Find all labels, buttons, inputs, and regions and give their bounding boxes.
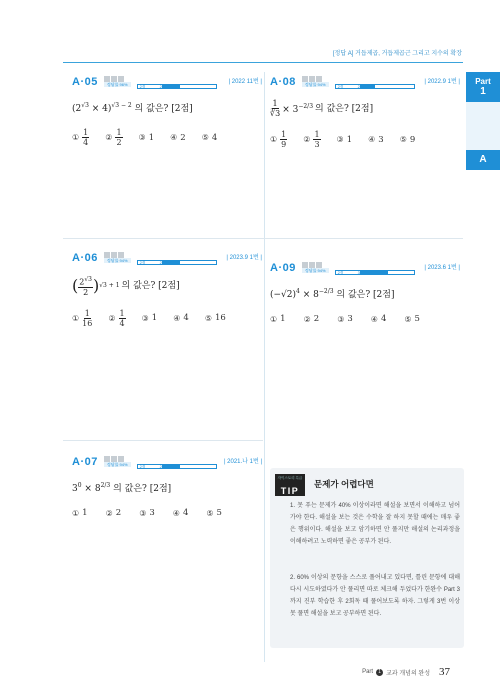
fraction-denominator: 3: [314, 140, 320, 149]
question-text: [270, 99, 460, 118]
header-rule: [63, 62, 463, 63]
choice-option: [173, 309, 189, 328]
choice-value: 4: [211, 132, 218, 143]
choice-value: 2: [313, 314, 320, 324]
problem-id: A·08: [270, 76, 296, 88]
choice-fraction: [119, 309, 126, 328]
difficulty-bar: [137, 464, 217, 469]
choice-value: 5: [414, 314, 420, 324]
tip-badge: [275, 474, 305, 496]
choice-value: 3: [378, 134, 384, 145]
choice-option: [72, 128, 89, 147]
part-tab-number: 1: [480, 86, 486, 97]
choice-number: ⑤: [201, 133, 209, 142]
side-strip: [466, 102, 500, 150]
tip-item-2: 2. 60% 이상의 문항을 스스로 풀어내고 있다면, 틀린 문항에 대해 다시 시도하였다가 안 풀리면 따로 체크해 두었다가 한완수 Part 3까지 진부 학습한 후 2회독 때 풀어보도록 하자. 그렇게 3번 이상 못 풀면 해설을 보고 공부하면 된다.: [290, 575, 460, 617]
difficulty-bar: [335, 270, 415, 275]
fraction-numerator: 1: [84, 308, 90, 318]
difficulty-indicator: [104, 456, 131, 467]
part-tab: [466, 72, 500, 102]
choice-number: ②: [105, 133, 113, 142]
choice-number: ②: [303, 135, 311, 144]
fraction-denominator: 4: [83, 138, 89, 147]
bar-mark: 2: [159, 464, 162, 469]
choices-a07: [72, 508, 262, 518]
choice-option: [337, 314, 353, 324]
problem-source: | 2022 11번 |: [228, 79, 262, 85]
fraction-denominator: 2: [116, 138, 122, 147]
choice-number: ④: [368, 135, 376, 144]
bar-label: 2점: [139, 83, 146, 89]
bar-mark: 3: [357, 270, 360, 275]
choice-number: ⑤: [204, 313, 212, 323]
math-expression: $(-√2)^4 \times 8^{-2/3}$: [270, 288, 334, 300]
problem-id: A·06: [72, 252, 98, 264]
question-text: [72, 479, 262, 496]
choice-option: [206, 508, 222, 518]
fraction-numerator: 1: [314, 130, 320, 139]
choice-option: [139, 128, 155, 147]
problem-id: A·07: [72, 456, 98, 468]
choice-number: ⑤: [399, 135, 407, 144]
question-text: [270, 285, 460, 302]
choice-value: 3: [347, 314, 353, 324]
bar-mark: 2: [159, 84, 162, 89]
tip-badge-big: TIP: [280, 486, 300, 496]
choice-number: ①: [270, 135, 278, 144]
choice-option: [106, 508, 122, 518]
question-suffix: 의 값은? [2점]: [134, 104, 193, 114]
tip-item-1: 1. 못 푸는 문제가 40% 이상이라면 해설을 보면서 이해하고 넘어가야 한다. 해설을 보는 것은 수학을 잘 하지 못할 때에는 매우 좋은 행위이다. 해설을 보고 암기하면 안 풀지만 해설의 논리과정을 이해하려고 노력하면 좋은 공부가 된다.: [290, 503, 460, 545]
choice-number: ②: [303, 314, 311, 324]
accuracy-rate: 정답률 94%: [104, 462, 131, 467]
math-expression: × $3^{-2/3}$: [282, 103, 314, 115]
math-expression: $(2^{√3} \times 4)^{√3 - 2}$: [72, 102, 132, 114]
question-suffix: 의 값은? [2점]: [315, 103, 374, 114]
page-footer: [362, 666, 450, 678]
choices-a05: [72, 128, 262, 147]
accuracy-rate: 정답률 96%: [104, 82, 131, 87]
choice-number: ②: [105, 508, 113, 518]
choice-option: [202, 128, 218, 147]
running-header: [정답 A] 거듭제곱, 거듭제곱근 그리고 지수의 확장: [332, 51, 462, 57]
problem-id: A·09: [270, 262, 296, 274]
choice-option: [205, 309, 226, 328]
problem-a05: [72, 76, 262, 147]
question-text: [72, 99, 262, 116]
difficulty-bar: [335, 84, 415, 89]
bar-fill: [159, 84, 180, 89]
choice-number: ③: [139, 508, 147, 518]
choice-number: ④: [172, 508, 180, 518]
choice-fraction: [82, 128, 89, 147]
difficulty-indicator: [104, 252, 131, 263]
choice-number: ②: [108, 313, 116, 323]
bar-mark: 2: [159, 260, 162, 265]
question-suffix: 의 값은? [2점]: [121, 280, 180, 291]
problem-source: | 2023.6 1번 |: [424, 265, 460, 271]
bar-fill: [159, 260, 180, 265]
choice-option: [72, 309, 92, 328]
page-number: 37: [439, 666, 450, 678]
choice-value: 1: [82, 508, 88, 518]
choice-option: [173, 508, 189, 518]
choice-option: [142, 309, 158, 328]
fraction-numerator: 1: [116, 128, 122, 137]
difficulty-bar: [137, 84, 217, 89]
choice-value: 2: [115, 508, 122, 518]
choice-fraction: [313, 130, 320, 149]
choice-value: 3: [149, 508, 155, 518]
difficulty-indicator: [302, 262, 329, 273]
choice-option: [170, 128, 186, 147]
footer-part-num: 1: [376, 669, 383, 676]
bar-label: 2점: [337, 83, 344, 89]
fraction-denominator: 9: [281, 140, 287, 149]
section-tab: A: [466, 150, 500, 170]
fraction-denominator: 4: [119, 318, 125, 328]
choice-option: [139, 508, 155, 518]
choice-option: [105, 128, 122, 147]
bar-label: 2점: [139, 463, 146, 469]
footer-part: Part: [362, 669, 374, 675]
question-text: [72, 275, 262, 297]
choice-number: ④: [173, 313, 181, 323]
choice-option: [337, 130, 353, 149]
choice-value: 2: [180, 132, 186, 143]
choice-fraction: [82, 309, 92, 328]
column-divider: [264, 72, 265, 662]
problem-id: A·05: [72, 76, 98, 88]
choice-option: [304, 314, 320, 324]
choice-value: 1: [280, 314, 286, 324]
choice-number: ④: [370, 314, 378, 324]
bar-fill: [357, 270, 388, 275]
footer-title: 교과 개념의 완성: [386, 670, 430, 677]
fraction-numerator: 1: [83, 128, 89, 137]
accuracy-rate: 정답률 94%: [104, 258, 131, 263]
problem-a09: [270, 262, 460, 324]
bar-fill: [357, 84, 375, 89]
bar-label: 2점: [139, 259, 146, 265]
question-suffix: 의 값은? [2점]: [113, 484, 172, 494]
fraction-denominator: 16: [82, 318, 93, 328]
problem-a06: [72, 252, 262, 328]
part-tab-label: Part: [475, 77, 491, 86]
problem-source: | 2021.나 1번 |: [223, 459, 262, 465]
row-separator: [63, 440, 263, 441]
choice-value: 16: [214, 313, 226, 324]
choice-value: 1: [148, 132, 155, 143]
choice-number: ③: [138, 133, 146, 142]
choice-number: ①: [72, 508, 80, 518]
choice-number: ①: [72, 133, 80, 142]
choice-number: ①: [270, 314, 278, 324]
choice-number: ③: [336, 135, 344, 144]
tip-badge-small: 자이스토리 특급: [277, 476, 303, 480]
row-separator: [63, 238, 463, 239]
choices-a06: [72, 309, 262, 328]
choice-number: ③: [141, 313, 149, 323]
math-fraction: $\frac{1}{∛3}$: [270, 99, 281, 118]
problem-source: | 2022.9 1번 |: [424, 79, 460, 85]
choice-value: 4: [183, 313, 189, 324]
choice-number: ⑤: [206, 508, 214, 518]
bar-mark: 2: [357, 84, 360, 89]
question-suffix: 의 값은? [2점]: [336, 290, 395, 300]
accuracy-rate: 정답률 94%: [302, 82, 329, 87]
choice-option: [371, 314, 387, 324]
bar-label: 2점: [337, 269, 344, 275]
choice-option: [72, 508, 88, 518]
fraction-numerator: 1: [119, 308, 125, 318]
choice-option: [404, 314, 420, 324]
choice-number: ⑤: [404, 314, 412, 324]
choice-number: ①: [72, 313, 80, 323]
accuracy-rate: 정답률 94%: [302, 268, 329, 273]
choice-number: ④: [170, 133, 178, 142]
choice-value: 4: [380, 314, 387, 324]
tip-title: 문제가 어렵다면: [314, 479, 374, 489]
problem-a08: [270, 76, 460, 149]
choice-value: 5: [216, 508, 222, 518]
choice-number: ③: [337, 314, 345, 324]
choice-fraction: [280, 130, 287, 149]
choice-option: [368, 130, 384, 149]
choices-a08: [270, 130, 460, 149]
choice-fraction: [115, 128, 122, 147]
choices-a09: [270, 314, 460, 324]
bar-fill: [159, 464, 180, 469]
choice-option: [303, 130, 320, 149]
math-expression: $3^0 \times 8^{2/3}$: [72, 482, 111, 494]
choice-option: [270, 130, 287, 149]
choice-option: [108, 309, 125, 328]
choice-value: 1: [346, 134, 353, 145]
math-expression: ( $\frac{2^{√3}}{2}$ ) √3 + 1: [72, 275, 120, 297]
difficulty-indicator: [302, 76, 329, 87]
fraction-numerator: 1: [281, 130, 287, 139]
difficulty-bar: [137, 260, 217, 265]
choice-value: 4: [182, 508, 189, 518]
choice-value: 1: [151, 313, 158, 324]
difficulty-indicator: [104, 76, 131, 87]
problem-source: | 2023.9 1번 |: [226, 255, 262, 261]
problem-a07: [72, 456, 262, 518]
choice-value: 9: [409, 134, 416, 145]
choice-option: [270, 314, 286, 324]
choice-option: [400, 130, 416, 149]
